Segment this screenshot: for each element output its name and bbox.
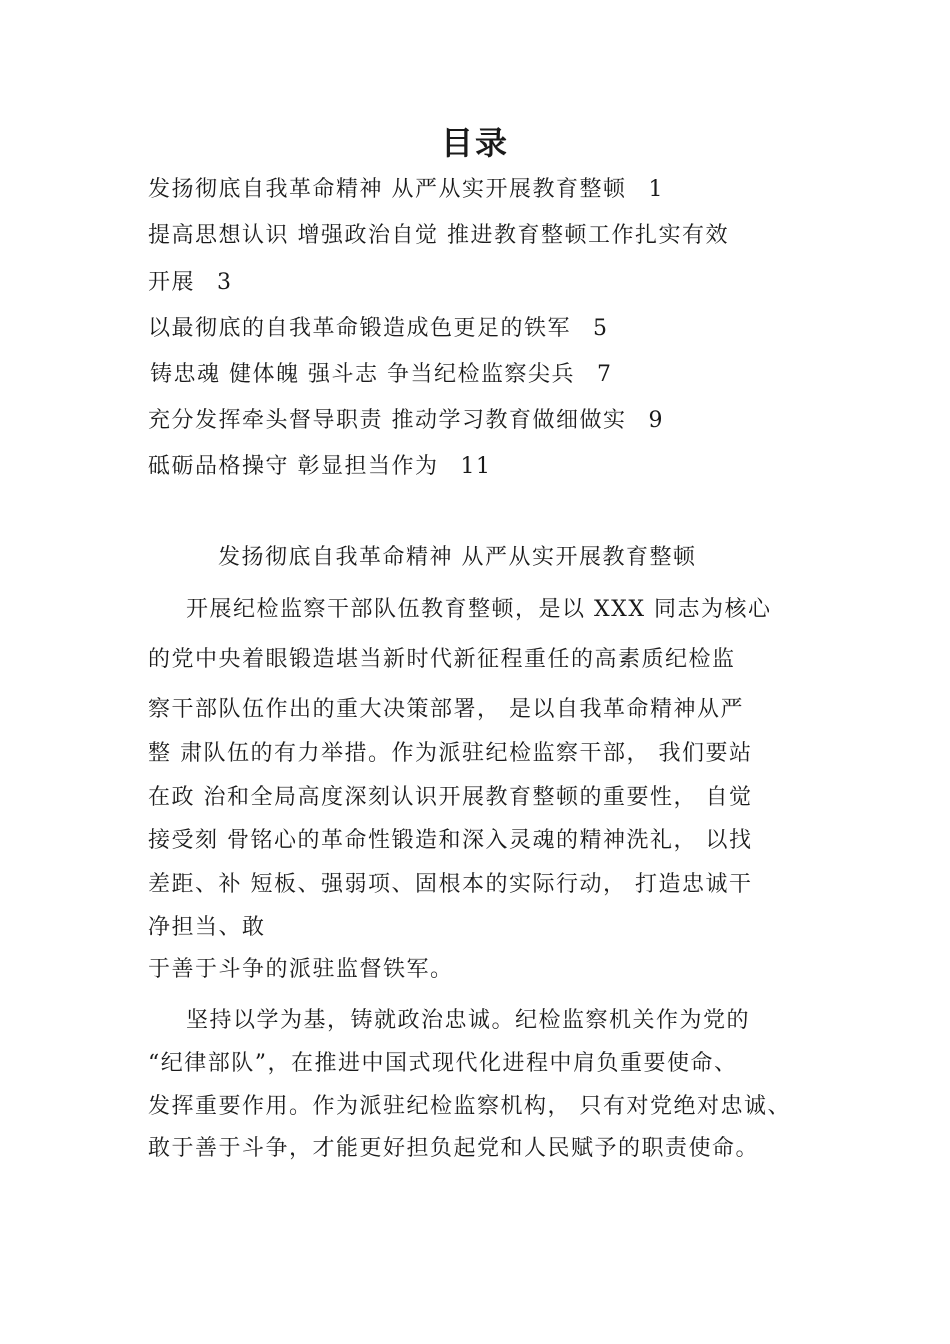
paragraph-line: 差距、补 短板、强弱项、固根本的实际行动， 打造忠诚干 [148, 872, 753, 897]
toc-entry[interactable] [148, 265, 233, 296]
paragraph-line: 坚持以学为基，铸就政治忠诚。纪检监察机关作为党的 [186, 1008, 751, 1033]
toc-entry-text: 砥砺品格操守 彰显担当作为 [148, 454, 439, 479]
toc-title: 目录 [440, 124, 509, 162]
paragraph-line: 净担当、敢 [148, 915, 266, 940]
toc-entry[interactable] [148, 172, 664, 203]
paragraph-line: 察干部队伍作出的重大决策部署， 是以自我革命精神从严 [148, 697, 744, 722]
toc-entry-page: 9 [648, 408, 664, 433]
toc-entry-text: 提高思想认识 增强政治自觉 推进教育整顿工作扎实有效 [148, 223, 729, 248]
toc-entry[interactable] [148, 218, 729, 249]
toc-entry[interactable] [148, 449, 492, 480]
paragraph-line: 发挥重要作用。作为派驻纪检监察机构， 只有对党绝对忠诚、 [148, 1094, 791, 1119]
paragraph-line: 整 肃队伍的有力举措。作为派驻纪检监察干部， 我们要站 [148, 741, 753, 766]
toc-entry-page: 5 [593, 316, 609, 341]
toc-entry[interactable] [148, 403, 664, 434]
toc-entry-text: 充分发挥牵头督导职责 推动学习教育做细做实 [148, 408, 627, 433]
toc-entry[interactable] [150, 357, 612, 388]
paragraph-line: 接受刻 骨铭心的革命性锻造和深入灵魂的精神洗礼， 以找 [148, 828, 753, 853]
paragraph-line: “纪律部队”，在推进中国式现代化进程中肩负重要使命、 [148, 1051, 738, 1076]
paragraph-line: 的党中央着眼锻造堪当新时代新征程重任的高素质纪检监 [148, 647, 736, 672]
paragraph-line: 开展纪检监察干部队伍教育整顿，是以 XXX 同志为核心 [186, 597, 772, 622]
toc-entry-text: 铸忠魂 健体魄 强斗志 争当纪检监察尖兵 [150, 362, 575, 387]
toc-entry-text: 以最彻底的自我革命锻造成色更足的铁军 [148, 316, 572, 341]
paragraph-line: 于善于斗争的派驻监督铁军。 [148, 957, 454, 982]
paragraph-line: 在政 治和全局高度深刻认识开展教育整顿的重要性， 自觉 [148, 785, 753, 810]
toc-entry-page: 3 [217, 270, 233, 295]
toc-entry-page: 11 [460, 454, 492, 479]
toc-entry[interactable] [148, 311, 609, 342]
article-heading: 发扬彻底自我革命精神 从严从实开展教育整顿 [218, 545, 697, 570]
toc-entry-text: 开展 [148, 270, 196, 295]
toc-entry-page: 1 [648, 177, 664, 202]
toc-entry-page: 7 [596, 362, 613, 387]
paragraph-line: 敢于善于斗争，才能更好担负起党和人民赋予的职责使命。 [148, 1136, 760, 1161]
toc-entry-text: 发扬彻底自我革命精神 从严从实开展教育整顿 [148, 177, 627, 202]
